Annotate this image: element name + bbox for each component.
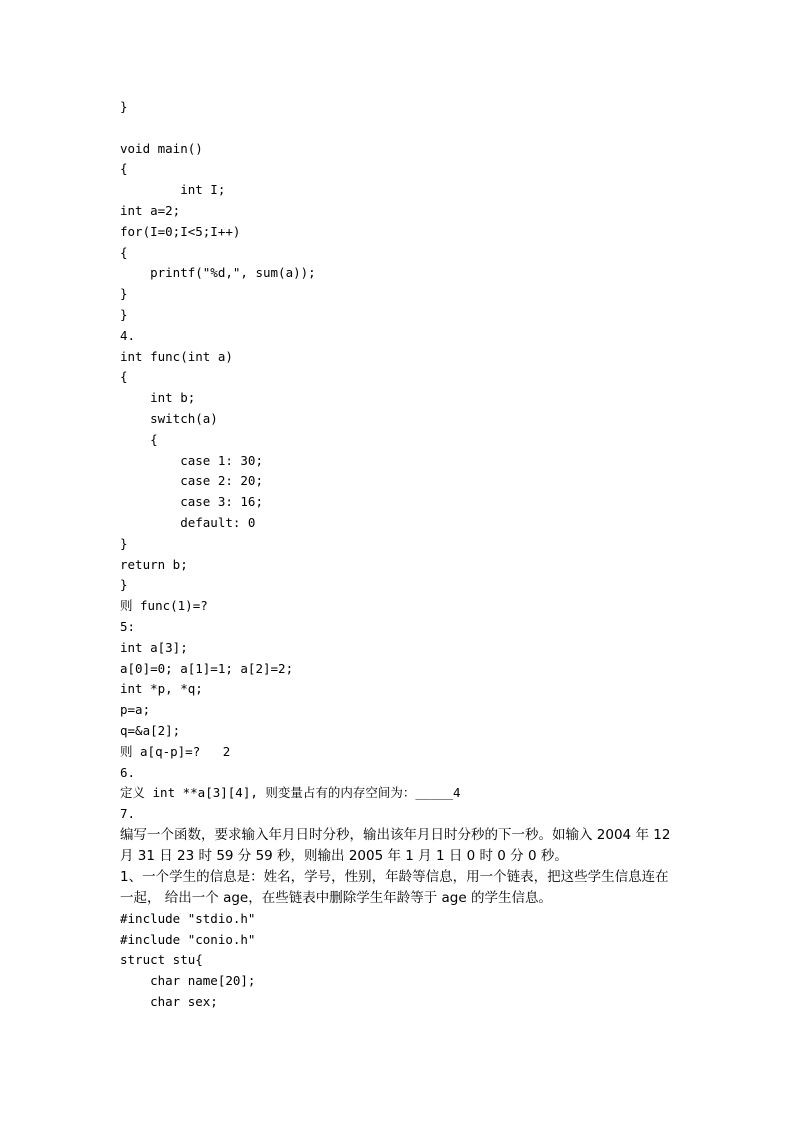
code-line: p=a; [120,702,151,718]
code-line: } [120,306,128,322]
question-paragraph: 1、一个学生的信息是：姓名，学号，性别，年龄等信息，用一个链表，把这些学生信息连在一起， 给出一个 age，在些链表中删除学生年龄等于 age 的学生信息。 [120,868,669,906]
code-line: a[0]=0; a[1]=1; a[2]=2; [120,660,294,676]
code-line: int I; [120,182,226,198]
code-line: int a=2; [120,202,181,218]
code-line: void main() [120,140,203,156]
code-line: for(I=0;I<5;I++) [120,223,241,239]
question-number: 5: [120,618,136,634]
code-line: case 2: 20; [120,473,263,489]
code-line: switch(a) [120,410,218,426]
question-paragraph: 编写一个函数，要求输入年月日时分秒，输出该年月日时分秒的下一秒。如输入 2004 年 12 月 31 日 23 时 59 分 59 秒，则输出 2005 年 1 月 1 日 0 时 0 分 0 秒。 [120,826,671,864]
question-line: 定义 int **a[3][4], 则变量占有的内存空间为：_____4 [120,785,461,801]
blank-line [120,118,680,139]
code-line: { [120,431,158,447]
code-line: } [120,535,128,551]
code-line: default: 0 [120,514,256,530]
code-line: int b; [120,390,196,406]
code-line: struct stu{ [120,952,203,968]
code-line: #include "stdio.h" [120,910,256,926]
code-line: #include "conio.h" [120,931,256,947]
question-line: 则 func(1)=? [120,598,208,614]
code-line: case 1: 30; [120,452,263,468]
code-line: int func(int a) [120,348,233,364]
code-line: } [120,577,128,593]
code-line: char sex; [120,994,218,1010]
question-number: 7. [120,806,136,822]
code-line: } [120,286,128,302]
code-line: int a[3]; [120,639,188,655]
code-line: printf("%d,", sum(a)); [120,265,316,281]
code-line: { [120,161,128,177]
question-number: 4. [120,327,136,343]
code-line: char name[20]; [120,973,256,989]
code-line: int *p, *q; [120,681,203,697]
question-line: 则 a[q-p]=? 2 [120,743,231,759]
code-line: q=&a[2]; [120,722,181,738]
question-number: 6. [120,764,136,780]
code-line: { [120,369,128,385]
code-line: case 3: 16; [120,494,263,510]
code-line: return b; [120,556,188,572]
code-line: { [120,244,128,260]
document-content [120,97,680,1013]
code-line: } [120,99,128,114]
